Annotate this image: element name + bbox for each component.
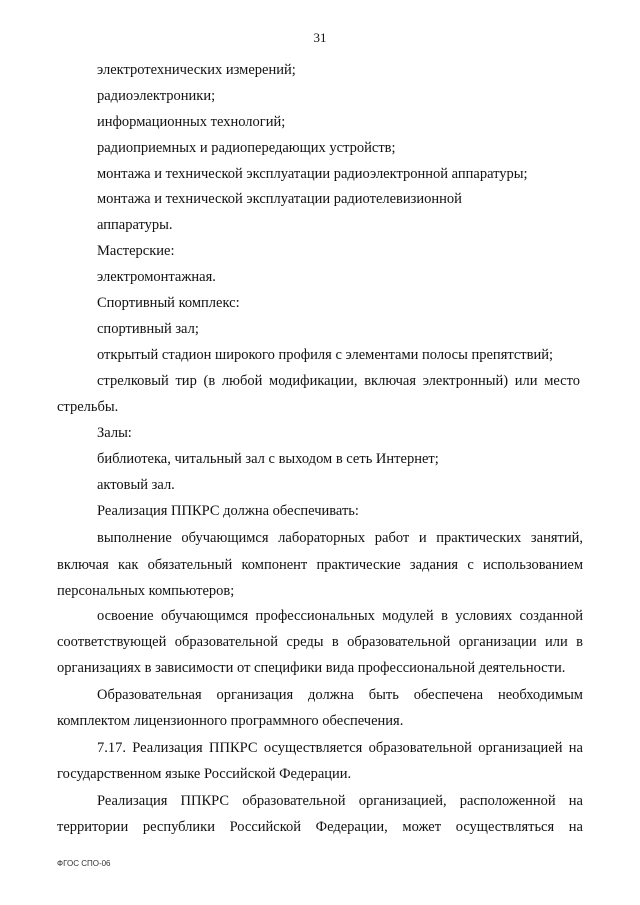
text-line: организациях в зависимости от специфики вида профессиональной деятельности. [57, 660, 566, 676]
text-line: Мастерские: [97, 243, 175, 259]
text-line: освоение обучающимся профессиональных модулей в условиях созданной [97, 608, 583, 624]
text-line: 7.17. Реализация ППКРС осуществляется образовательной организацией на [97, 740, 583, 756]
text-line: электротехнических измерений; [97, 62, 296, 78]
text-line: информационных технологий; [97, 114, 286, 130]
text-line: Реализация ППКРС образовательной организацией, расположенной на [97, 793, 583, 809]
text-line: аппаратуры. [97, 217, 173, 233]
text-line: открытый стадион широкого профиля с элементами полосы препятствий; [97, 347, 554, 363]
page-number: 31 [313, 30, 327, 45]
text-line: спортивный зал; [97, 321, 199, 337]
text-line: стрельбы. [57, 399, 119, 415]
text-line: электромонтажная. [97, 269, 216, 285]
footer-label: ФГОС СПО-06 [57, 859, 111, 868]
text-line: персональных компьютеров; [57, 583, 235, 599]
text-line: Спортивный комплекс: [97, 295, 240, 311]
text-line: Образовательная организация должна быть обеспечена необходимым [97, 687, 583, 703]
text-line: государственном языке Российской Федерации. [57, 766, 352, 782]
text-line: территории республики Российской Федерации, может осуществляться на [57, 819, 583, 835]
text-line: монтажа и технической эксплуатации радиотелевизионной [97, 191, 462, 207]
text-line: радиоприемных и радиопередающих устройств; [97, 140, 396, 156]
text-line: библиотека, читальный зал с выходом в сеть Интернет; [97, 451, 439, 467]
text-line: монтажа и технической эксплуатации радиоэлектронной аппаратуры; [97, 166, 528, 182]
text-line: соответствующей образовательной среды в образовательной организации или в [57, 634, 583, 650]
text-line: актовый зал. [97, 477, 175, 493]
text-line: Реализация ППКРС должна обеспечивать: [97, 503, 359, 519]
text-line: выполнение обучающимся лабораторных работ и практических занятий, [97, 530, 583, 546]
text-line: радиоэлектроники; [97, 88, 216, 104]
text-line: включая как обязательный компонент практические задания с использованием [57, 557, 583, 573]
text-line: Залы: [97, 425, 132, 441]
text-line: стрелковый тир (в любой модификации, включая электронный) или место [97, 373, 580, 389]
text-line: комплектом лицензионного программного обеспечения. [57, 713, 404, 729]
